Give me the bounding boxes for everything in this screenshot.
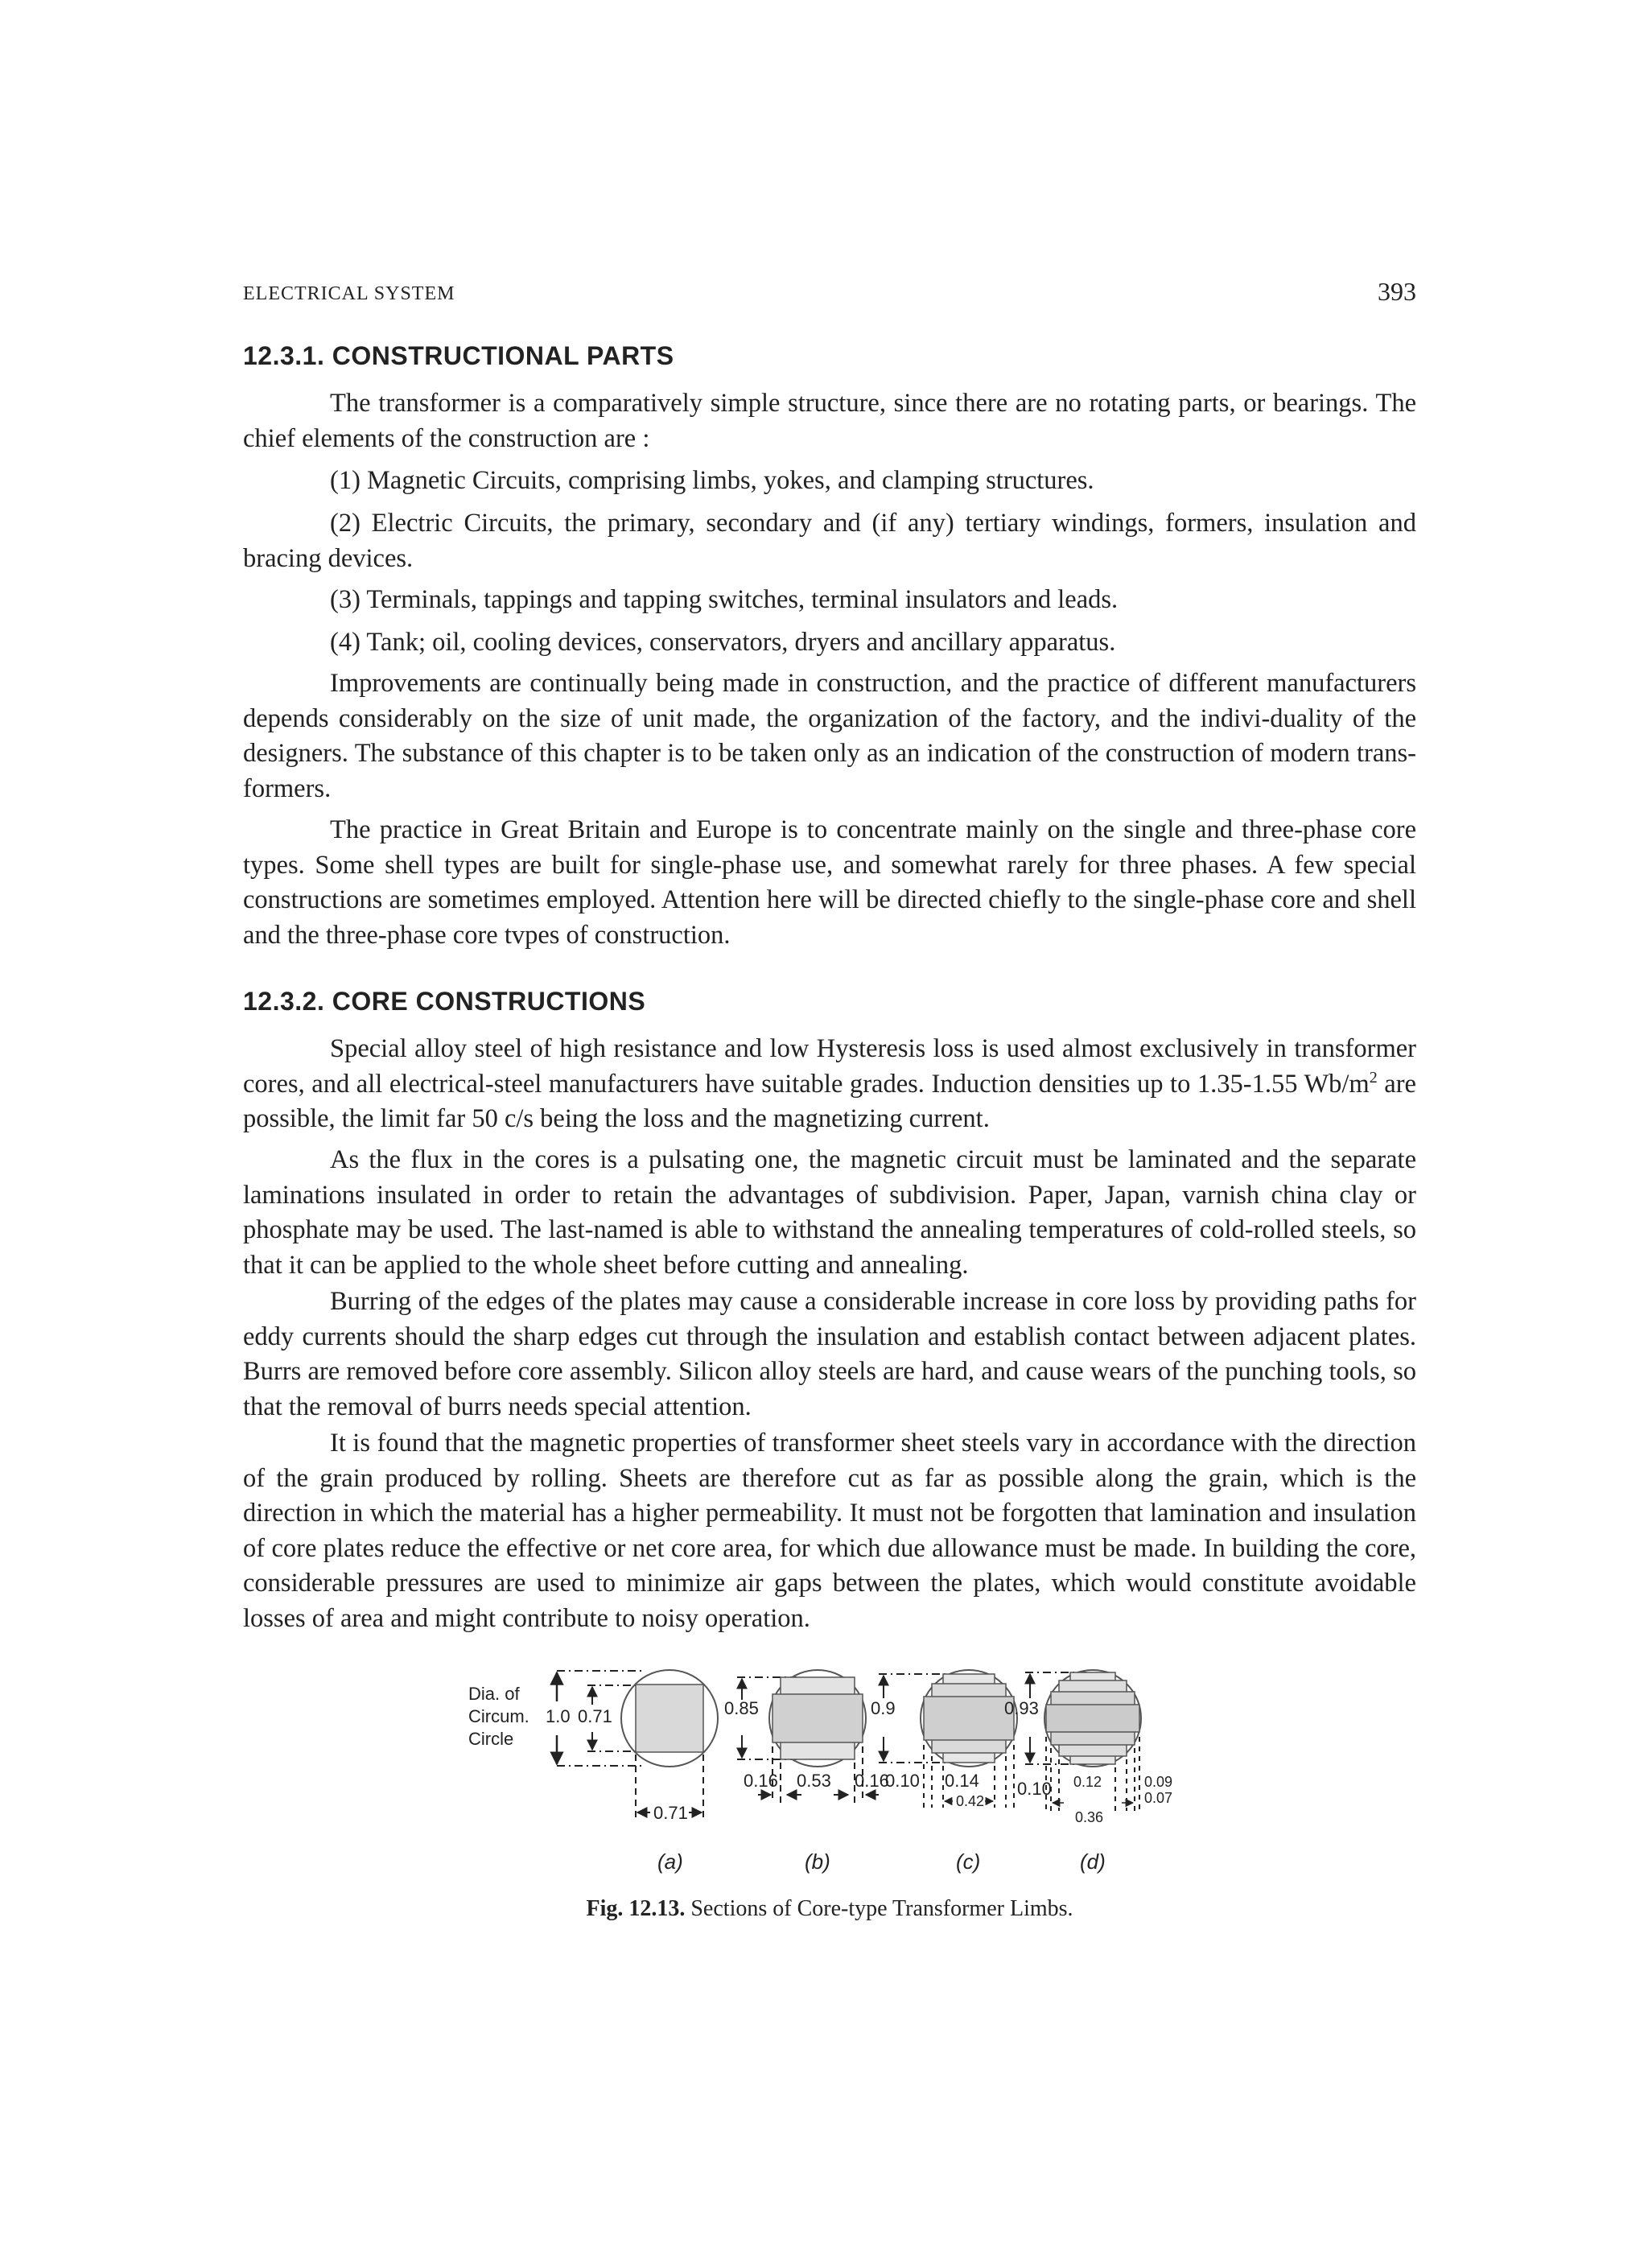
caption-text: Sections of Core-type Transformer Limbs. [685, 1896, 1073, 1921]
paragraph-text: are possible, the limit far 50 c/s being the loss and the magnetizing current. [243, 1069, 1416, 1134]
core-step [772, 1694, 863, 1742]
section-heading-core-constructions: 12.3.2. CORE CONSTRUCTIONS [243, 987, 646, 1016]
running-title: ELECTRICAL SYSTEM [243, 283, 455, 304]
sub-label-b: (b) [805, 1849, 830, 1874]
dim-d-w1: 0.12 [1073, 1774, 1102, 1790]
dim-c-w2: 0.14 [945, 1771, 979, 1791]
dim-d-height: 0.93 [1004, 1698, 1039, 1718]
dim-c-height: 0.9 [871, 1698, 896, 1718]
paragraph: The practice in Great Britain and Europe is to concentrate mainly on the single and three-phase core types. Some shell types are built for single-phase use, and somewhat rarely for three phases. A few special constructions are sometimes employed. Attention here will be directed chiefly to the single-phase core and shell and the three-phase core tvpes of construction. [243, 815, 1416, 950]
core-step [924, 1697, 1014, 1740]
sub-label-c: (c) [956, 1849, 981, 1874]
dim-c-w1: 0.10 [885, 1771, 920, 1791]
dim-c-w4: 0.10 [1017, 1779, 1052, 1799]
section-b [724, 1670, 889, 1874]
dim-d-w4: 0.07 [1144, 1790, 1173, 1806]
section-d [1004, 1670, 1172, 1874]
label-dia-line1: Dia. of [468, 1684, 520, 1704]
section-a [546, 1670, 718, 1874]
list-item: (1) Magnetic Circuits, comprising limbs, yokes, and clamping structures. [330, 466, 1094, 495]
caption-label: Fig. 12.13. [586, 1896, 686, 1921]
paragraph: Improvements are continually being made in construction, and the practice of different manufacturers depends considerably on the size of unit made, the organization of the factory, and the indivi-duality of the designers. The substance of this chapter is to be taken only as an indication of the construction of modern trans-formers. [243, 669, 1416, 803]
core-step [1046, 1705, 1139, 1732]
list-item: (4) Tank; oil, cooling devices, conservators, dryers and ancillary apparatus. [330, 628, 1116, 657]
paragraph-text: Special alloy steel of high resistance and low Hysteresis loss is used almost exclusively in transformer cores, and all electrical-steel manufacturers have suitable grades. Induction densities up to 1.35-1.55 Wb/m [243, 1034, 1416, 1099]
label-dia-line2: Circum. [468, 1706, 529, 1726]
dim-a-width: 0.71 [653, 1803, 688, 1823]
dim-d-w2: 0.36 [1075, 1809, 1104, 1825]
label-dia-line3: Circle [468, 1729, 514, 1749]
section-heading-constructional-parts: 12.3.1. CONSTRUCTIONAL PARTS [243, 341, 674, 370]
dim-d-w3: 0.09 [1144, 1774, 1173, 1790]
page-number: 393 [1378, 277, 1416, 306]
paragraph: Burring of the edges of the plates may cause a considerable increase in core loss by providing paths for eddy currents should the sharp edges cut through the insulation and establish contact between adjacent plates. Burrs are removed before core assembly. Silicon alloy steels are hard, and cause wears of the punching tools, so that the removal of burrs needs special attention. [243, 1287, 1416, 1421]
core-step [636, 1685, 703, 1752]
dim-c-w3: 0.42 [956, 1793, 985, 1809]
dim-b-height: 0.85 [724, 1698, 759, 1718]
dim-b-w3: 0.16 [855, 1771, 889, 1791]
dim-a-diameter: 1.0 [546, 1706, 571, 1726]
figure-caption [243, 1896, 1416, 1922]
dim-b-w1: 0.16 [744, 1771, 778, 1791]
figure-drawing [459, 1658, 1199, 1883]
dim-a-height: 0.71 [578, 1706, 612, 1726]
superscript: 2 [1369, 1068, 1378, 1087]
paragraph: As the flux in the cores is a pulsating one, the magnetic circuit must be laminated and the separate laminations insulated in order to retain the advantages of subdivision. Paper, Japan, varnish china clay or phosphate may be used. The last-named is able to withstand the annealing temperatures of cold-rolled steels, so that it can be applied to the whole sheet before cutting and annealing. [243, 1145, 1416, 1280]
dim-b-w2: 0.53 [797, 1771, 831, 1791]
paragraph: It is found that the magnetic properties of transformer sheet steels vary in accordance with the direction of the grain produced by rolling. Sheets are therefore cut as far as possible along the grain, which is the direction in which the material has a higher permeability. It must not be forgotten that lamination and insulation of core plates reduce the effective or net core area, for which due allowance must be made. In building the core, considerable pressures are used to minimize air gaps between the plates, which would constitute avoidable losses of area and might contribute to noisy operation. [243, 1429, 1416, 1633]
list-item: (3) Terminals, tappings and tapping switches, terminal insulators and leads. [330, 585, 1119, 614]
sub-label-a: (a) [657, 1849, 683, 1874]
figure-core-sections [459, 1658, 1199, 1883]
paragraph: The transformer is a comparatively simple structure, since there are no rotating parts, or bearings. The chief elements of the construction are : [243, 389, 1416, 453]
sub-label-d: (d) [1080, 1849, 1106, 1874]
paragraph [243, 1032, 1416, 1137]
running-head [243, 277, 1416, 309]
list-item: (2) Electric Circuits, the primary, secondary and (if any) tertiary windings, formers, insulation and bracing devices. [243, 509, 1416, 573]
